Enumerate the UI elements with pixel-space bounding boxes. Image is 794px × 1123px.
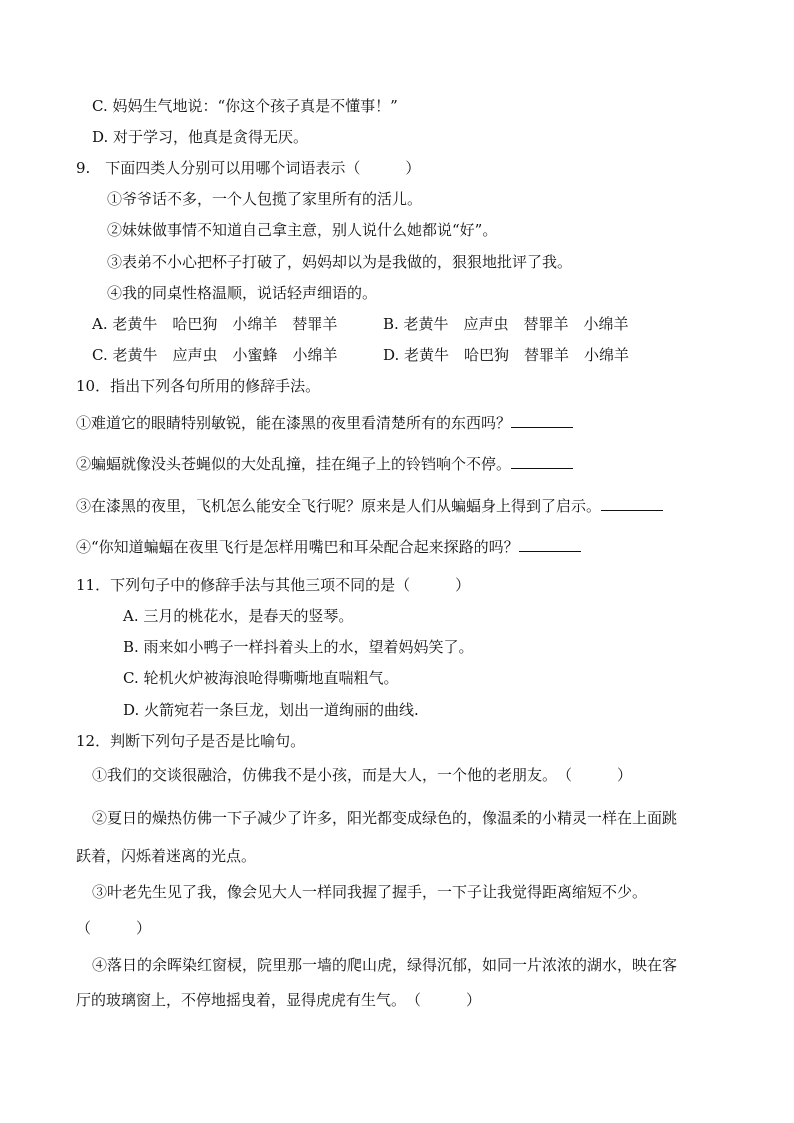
q9-item-3: ③表弟不小心把杯子打破了，妈妈却以为是我做的，狠狠地批评了我。 [107,253,573,271]
q12-item-2-line-2: 跃着，闪烁着迷离的光点。 [76,847,257,865]
q10-stem: 10．指出下列各句所用的修辞手法。 [76,377,321,395]
answer-blank[interactable] [601,496,663,511]
q10-item-4 [76,537,581,557]
q10-item-4-text: ④“你知道蝙蝠在夜里飞行是怎样用嘴巴和耳朵配合起来探路的吗？ [76,538,519,556]
q9-item-1: ①爷爷话不多，一个人包揽了家里所有的活儿。 [107,190,423,208]
q9-option-a: A. 老黄牛 哈巴狗 小绵羊 替罪羊 [92,315,338,333]
q12-stem: 12．判断下列句子是否是比喻句。 [76,732,306,750]
answer-blank[interactable] [519,537,581,552]
q9-item-4: ④我的同桌性格温顺，说话轻声细语的。 [107,284,378,302]
q12-item-3-line-2: （ ） [76,919,152,937]
q10-item-1-text: ①难道它的眼睛特别敏锐，能在漆黑的夜里看清楚所有的东西吗？ [76,414,512,432]
answer-blank[interactable] [511,454,573,469]
q11-stem: 11．下列句子中的修辞手法与其他三项不同的是（ ） [76,576,471,594]
q11-option-a: A. 三月的桃花水，是春天的竖琴。 [123,607,354,625]
q11-option-c: C. 轮机火炉被海浪呛得嘶嘶地直喘粗气。 [123,669,399,687]
q10-item-3 [76,496,663,516]
q10-item-3-text: ③在漆黑的夜里，飞机怎么能安全飞行呢？原来是人们从蝙蝠身上得到了启示。 [76,497,602,515]
q12-item-1: ①我们的交谈很融洽，仿佛我不是小孩，而是大人，一个他的老朋友。 （ ） [92,766,633,784]
q9-option-d: D. 老黄牛 哈巴狗 替罪羊 小绵羊 [383,346,630,364]
q9-option-b: B. 老黄牛 应声虫 替罪羊 小绵羊 [383,315,629,333]
q8-option-c: C. 妈妈生气地说：“你这个孩子真是不懂事！” [92,97,398,115]
q10-item-2 [76,454,573,474]
q12-item-3-line-1: ③叶老先生见了我，像会见大人一样同我握了握手，一下子让我觉得距离缩短不少。 [92,883,648,901]
q10-item-1 [76,413,573,433]
q12-item-4-line-1: ④落日的余晖染红窗棂，院里那一墙的爬山虎，绿得沉郁，如同一片浓浓的湖水，映在客 [92,956,678,974]
q9-item-2: ②妹妹做事情不知道自己拿主意，别人说什么她都说“好”。 [107,221,498,239]
q11-option-b: B. 雨来如小鸭子一样抖着头上的水，望着妈妈笑了。 [123,638,474,656]
q10-item-2-text: ②蝙蝠就像没头苍蝇似的大处乱撞，挂在绳子上的铃铛响个不停。 [76,455,512,473]
q8-option-d: D. 对于学习，他真是贪得无厌。 [92,128,309,146]
answer-blank[interactable] [511,413,573,428]
q12-item-4-line-2: 厅的玻璃窗上，不停地摇曳着，显得虎虎有生气。 （ ） [76,991,482,1009]
q12-item-2-line-1: ②夏日的燥热仿佛一下子减少了许多，阳光都变成绿色的，像温柔的小精灵一样在上面跳 [92,809,678,827]
q9-stem: 9. 下面四类人分别可以用哪个词语表示（ ） [76,159,421,177]
q9-option-c: C. 老黄牛 应声虫 小蜜蜂 小绵羊 [92,346,338,364]
q11-option-d: D. 火箭宛若一条巨龙，划出一道绚丽的曲线. [123,701,419,719]
